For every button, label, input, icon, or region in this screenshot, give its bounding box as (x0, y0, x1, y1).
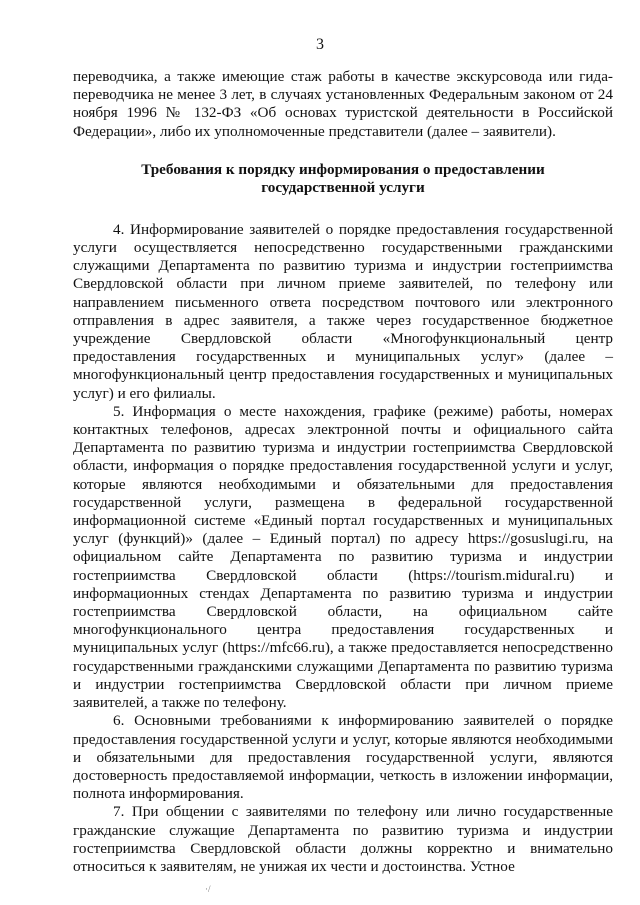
page-number: 3 (316, 36, 324, 53)
document-body (73, 68, 613, 876)
section-heading-line-2: государственной услуги (261, 178, 425, 196)
paragraph-6: 6. Основными требованиями к информированию заявителей о порядке предоставления государственной услуги и услуг, которые являются необходимыми и обязательными для предоставления государственной услуги, являются достоверность предоставляемой информации, четкость в изложении информации, полнота информирования. (73, 712, 613, 803)
paragraph-4: 4. Информирование заявителей о порядке предоставления государственной услуги осуществляется непосредственно государственными гражданскими служащими Департамента по развитию туризма и индустрии гостеприимства Свердловской области при личном приеме заявителей, по телефону или направлением письменного ответа посредством почтового или электронного отправления в адрес заявителя, а также через государственное бюджетное учреждение Свердловской области «Многофункциональный центр предоставления государственных и муниципальных услуг» (далее – многофункциональный центр предоставления государственных и муниципальных услуг) и его филиалы. (73, 220, 613, 402)
paragraph-7: 7. При общении с заявителями по телефону или лично государственные гражданские служащие Департамента по развитию туризма и индустрии гостеприимства Свердловской области должны корректно и внимательно относиться к заявителям, не унижая их чести и достоинства. Устное (73, 803, 613, 875)
section-heading-line-1: Требования к порядку информирования о предоставлении (141, 160, 545, 178)
section-heading (73, 161, 613, 197)
scan-mark: ·/ (205, 884, 211, 894)
intro-paragraph: переводчика, а также имеющие стаж работы в качестве экскурсовода или гида-переводчика не менее 3 лет, в случаях установленных Федеральным законом от 24 ноября 1996 № 132-ФЗ «Об основах туристской деятельности в Российской Федерации», либо их уполномоченные представители (далее – заявители). (73, 68, 613, 140)
paragraph-5: 5. Информация о месте нахождения, графике (режиме) работы, номерах контактных телефонов, адресах электронной почты и официального сайта Департамента по развитию туризма и индустрии гостеприимства Свердловской области, информация о порядке предоставления государственной услуги и услуг, которые являются необходимыми и обязательными для предоставления государственной услуги, размещена в федеральной государственной информационной системе «Единый портал государственных и муниципальных услуг (функций)» (далее – Единый портал) по адресу https://gosuslugi.ru, на официальном сайте Департамента по развитию туризма и индустрии гостеприимства Свердловской области (https://tourism.midural.ru) и информационных стендах Департамента по развитию туризма и индустрии гостеприимства Свердловской области, на официальном сайте многофункционального центра предоставления государственных и муниципальных услуг (https://mfc66.ru), а также предоставляется непосредственно государственными гражданскими служащими Департамента по развитию туризма и индустрии гостеприимства Свердловской области при личном приеме заявителей, а также по телефону. (73, 402, 613, 712)
